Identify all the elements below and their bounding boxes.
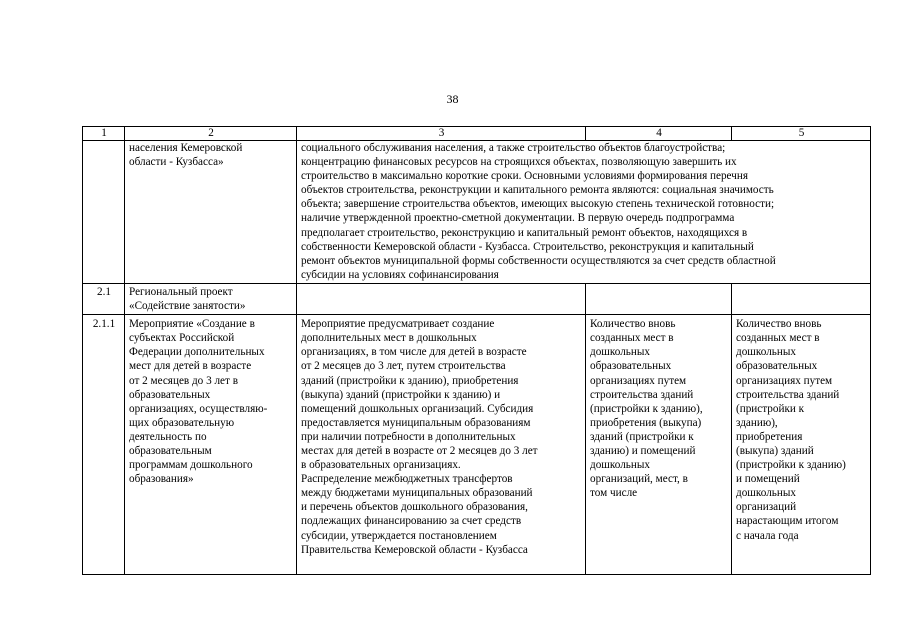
text-line: (пристройки к зданию), bbox=[590, 402, 703, 415]
text-line: организаций bbox=[736, 501, 797, 514]
text-line: субъектах Российской bbox=[129, 332, 235, 345]
row-number-cell: 2.1.1 bbox=[83, 315, 125, 575]
table-row-continuation bbox=[83, 141, 871, 284]
text-line: образования» bbox=[129, 473, 194, 486]
text-line: при наличии потребности в дополнительных bbox=[301, 430, 516, 443]
text-line: с начала года bbox=[736, 529, 799, 542]
text-line: приобретения bbox=[736, 430, 803, 443]
text-line: мест для детей в возрасте bbox=[129, 360, 252, 373]
text-line: субсидии на условиях софинансирования bbox=[301, 268, 499, 281]
text-line: предоставляется муниципальным образованиям bbox=[301, 416, 531, 429]
text-line: Правительства Кемеровской области - Кузбасса bbox=[301, 543, 528, 556]
text-line: Мероприятие «Создание в bbox=[129, 318, 255, 331]
text-line: от 2 месяцев до 3 лет в bbox=[129, 374, 238, 387]
text-line: объектов строительства, реконструкции и капитального ремонта являются: социальная значимость bbox=[301, 184, 774, 197]
text-line: (пристройки к зданию) bbox=[736, 459, 846, 472]
text-line: организациях путем bbox=[590, 374, 687, 387]
text-line: в образовательных организациях. bbox=[301, 459, 461, 472]
text-line: организациях, осуществляю- bbox=[129, 402, 268, 415]
row-indicator-cell bbox=[586, 315, 732, 575]
table-row-2-1-1 bbox=[83, 315, 871, 575]
text-line: местах для детей в возрасте от 2 месяцев до 3 лет bbox=[301, 444, 538, 457]
text-line: подлежащих финансированию за счет средств bbox=[301, 515, 522, 528]
text-line: образовательных bbox=[736, 360, 818, 373]
row-description-cell bbox=[297, 315, 586, 575]
text-line: Количество вновь bbox=[736, 318, 822, 331]
row-description-cell bbox=[297, 141, 871, 284]
text-line: объекта; завершение строительства объектов, имеющих высокую степень технической готовности; bbox=[301, 198, 775, 211]
header-col-1: 1 bbox=[83, 127, 125, 141]
text-line: том числе bbox=[590, 487, 638, 500]
page-number: 38 bbox=[446, 92, 459, 106]
row-method-cell bbox=[732, 315, 871, 575]
text-line: Количество вновь bbox=[590, 318, 676, 331]
row-description-cell bbox=[297, 283, 586, 314]
text-line: области - Кузбасса» bbox=[129, 156, 224, 169]
text-line: программам дошкольного bbox=[129, 459, 253, 472]
text-line: и помещений bbox=[736, 473, 800, 486]
text-line: концентрацию финансовых ресурсов на строящихся объектах, позволяющую завершить их bbox=[301, 156, 737, 169]
row-name-cell bbox=[125, 283, 297, 314]
text-line: щих образовательную bbox=[129, 416, 235, 429]
text-line: (выкупа) зданий bbox=[736, 444, 814, 457]
text-line: наличие утвержденной проектно-сметной документации. В первую очередь подпрограмма bbox=[301, 212, 735, 225]
text-line: организациях, в том числе для детей в возрасте bbox=[301, 346, 527, 359]
text-line: ремонт объектов муниципальной формы собственности осуществляются за счет средств областной bbox=[301, 254, 776, 267]
text-line: строительства зданий bbox=[736, 388, 840, 401]
text-line: «Содействие занятости» bbox=[129, 300, 246, 313]
text-line: зданий (пристройки к bbox=[590, 430, 694, 443]
text-line: дошкольных bbox=[736, 346, 796, 359]
text-line: строительство в максимально короткие сроки. Основными условиями формирования перечня bbox=[301, 170, 749, 183]
text-line: образовательных bbox=[590, 360, 672, 373]
row-name-cell bbox=[125, 315, 297, 575]
text-line: помещений дошкольных организаций. Субсидия bbox=[301, 402, 534, 415]
text-line: зданию) и помещений bbox=[590, 444, 696, 457]
text-line: дошкольных bbox=[736, 487, 796, 500]
text-line: образовательных bbox=[129, 388, 211, 401]
header-col-5: 5 bbox=[732, 127, 871, 141]
header-col-4: 4 bbox=[586, 127, 732, 141]
text-line: организаций, мест, в bbox=[590, 473, 688, 486]
text-line: собственности Кемеровской области - Кузбасса. Строительство, реконструкция и капитальный bbox=[301, 240, 754, 253]
text-line: социального обслуживания населения, а также строительство объектов благоустройства; bbox=[301, 142, 726, 154]
text-line: организациях путем bbox=[736, 374, 833, 387]
text-line: дополнительных мест в дошкольных bbox=[301, 332, 477, 345]
text-line: деятельность по bbox=[129, 430, 207, 443]
text-line: строительства зданий bbox=[590, 388, 694, 401]
text-line: Мероприятие предусматривает создание bbox=[301, 318, 495, 331]
text-line: нарастающим итогом bbox=[736, 515, 839, 528]
text-line: Распределение межбюджетных трансфертов bbox=[301, 473, 513, 486]
text-line: субсидии, утверждается постановлением bbox=[301, 529, 497, 542]
text-line: образовательным bbox=[129, 444, 212, 457]
table-row-2-1 bbox=[83, 283, 871, 314]
text-line: Региональный проект bbox=[129, 285, 233, 298]
text-line: зданию), bbox=[736, 416, 778, 429]
text-line: приобретения (выкупа) bbox=[590, 416, 702, 429]
text-line: от 2 месяцев до 3 лет, путем строительства bbox=[301, 360, 506, 373]
row-indicator-cell bbox=[586, 283, 732, 314]
table-header-row bbox=[83, 127, 871, 141]
text-line: населения Кемеровской bbox=[129, 142, 243, 154]
text-line: созданных мест в bbox=[590, 332, 674, 345]
row-method-cell bbox=[732, 283, 871, 314]
text-line: и перечень объектов дошкольного образования, bbox=[301, 501, 528, 514]
header-col-2: 2 bbox=[125, 127, 297, 141]
text-line: (выкупа) зданий (пристройки к зданию) и bbox=[301, 388, 501, 401]
text-line: (пристройки к bbox=[736, 402, 805, 415]
row-number-cell: 2.1 bbox=[83, 283, 125, 314]
text-line: между бюджетами муниципальных образований bbox=[301, 487, 533, 500]
program-table bbox=[82, 126, 871, 575]
text-line: предполагает строительство, реконструкцию и капитальный ремонт объектов, находящихся в bbox=[301, 226, 748, 239]
text-line: зданий (пристройки к зданию), приобретения bbox=[301, 374, 519, 387]
text-line: дошкольных bbox=[590, 459, 650, 472]
text-line: созданных мест в bbox=[736, 332, 820, 345]
header-col-3: 3 bbox=[297, 127, 586, 141]
row-name-cell bbox=[125, 141, 297, 284]
row-number-cell bbox=[83, 141, 125, 284]
text-line: дошкольных bbox=[590, 346, 650, 359]
text-line: Федерации дополнительных bbox=[129, 346, 265, 359]
